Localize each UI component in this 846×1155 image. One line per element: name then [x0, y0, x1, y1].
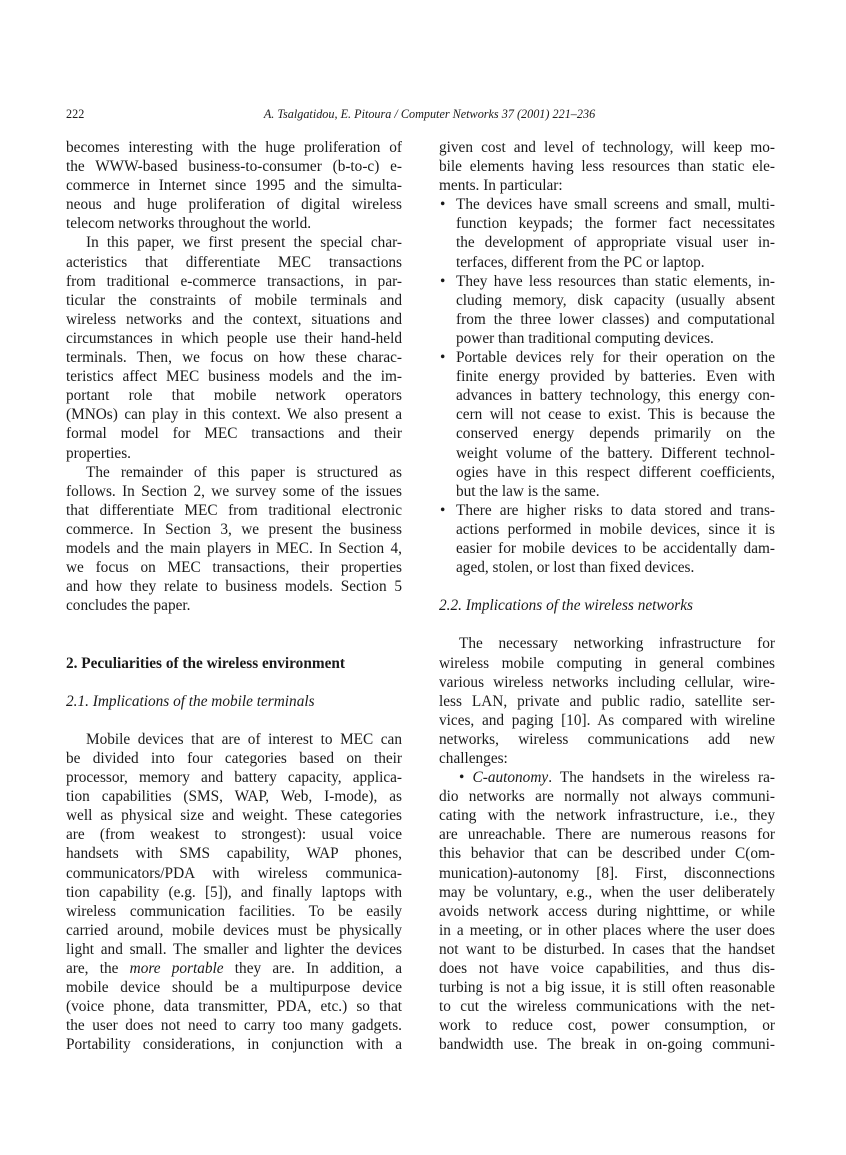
text-line: follows. In Section 2, we survey some of the issues [66, 482, 402, 500]
text-line: wireless networks and the context, situations and [66, 310, 402, 328]
text-line: cluding memory, disk capacity (usually absent [456, 291, 775, 309]
text-line: various wireless networks including cellular, wire- [439, 673, 775, 691]
text-line: may be voluntary, e.g., when the user deliberately [439, 883, 775, 901]
text-line: The devices have small screens and small, multi- [456, 196, 775, 214]
text-line: power than traditional computing devices. [456, 329, 714, 347]
text-line: bile elements having less resources than static ele- [439, 158, 775, 176]
text-line: aged, stolen, or lost than fixed devices. [456, 559, 695, 577]
text-line: cern will not cease to exist. This is because the [456, 406, 775, 424]
text-line: and how they relate to business models. Section 5 [66, 578, 402, 596]
text-line: ticular the constraints of mobile terminals and [66, 291, 402, 309]
text-line: Portable devices rely for their operation on the [456, 349, 775, 367]
text-line: function keypads; the former fact necessitates [456, 215, 775, 233]
subsection-heading: 2.2. Implications of the wireless networks [439, 597, 693, 615]
text-line: does not have voice capabilities, and thus dis- [439, 960, 775, 978]
text-line: challenges: [439, 750, 508, 767]
text-line: (MNOs) can play in this context. We also present a [66, 406, 402, 424]
text-line: conserved energy depends primarily on the [456, 425, 775, 443]
text-line: terminals. Then, we focus on how these charac- [66, 349, 402, 367]
text-line: that differentiate MEC from traditional electronic [66, 501, 402, 519]
text-line: teristics affect MEC business models and the im- [66, 368, 402, 386]
text-line [439, 768, 775, 787]
paragraph-resources-intro [439, 138, 775, 195]
text-line: finite energy provided by batteries. Even with [456, 368, 775, 386]
bullet-item-risks [439, 501, 775, 577]
text-line: tion capability (e.g. [5]), and finally laptops with [66, 883, 402, 901]
emphasis-more-portable: more portable [129, 960, 224, 978]
text-line: cating with the network infrastructure, i.e., they [439, 807, 775, 825]
text-line: They have less resources than static elements, in- [456, 272, 775, 290]
text-line [66, 959, 402, 978]
paragraph-mobile-devices [66, 730, 402, 1055]
text-line: turbing is not a big issue, it is still often reasonable [439, 979, 775, 997]
text-line: from traditional e-commerce transactions, in par- [66, 272, 402, 290]
text-line: but the law is the same. [456, 482, 600, 500]
bullet-icon: • [440, 272, 446, 290]
text-line: Mobile devices that are of interest to MEC can [86, 730, 402, 748]
text-line: be divided into four categories based on their [66, 750, 402, 767]
text-line: circumstances in which people use their hand-held [66, 329, 402, 347]
text-line: in a meeting, or in other places where the user does [439, 921, 775, 939]
text-line: The remainder of this paper is structured as [86, 463, 402, 481]
text-line: carried around, mobile devices must be physically [66, 921, 402, 939]
text-line: The necessary networking infrastructure for [459, 635, 775, 653]
text-line: light and small. The smaller and lighter the devices [66, 940, 402, 958]
text-line: telecom networks throughout the world. [66, 215, 312, 233]
text-line: Portability considerations, in conjunction with a [66, 1036, 402, 1054]
term-c-autonomy: C-autonomy [472, 769, 549, 787]
text-line: models and the main players in MEC. In Section 4, [66, 539, 402, 557]
text-line: becomes interesting with the huge proliferation of [66, 139, 402, 156]
text-line: weight volume of the battery. Different technol- [456, 444, 775, 462]
text-line: less LAN, private and public radio, satellite ser- [439, 692, 775, 710]
bullet-item-resources [439, 272, 775, 348]
text-line: work to reduce cost, power consumption, or [439, 1017, 775, 1035]
text-line: neous and huge proliferation of digital wireless [66, 196, 402, 214]
text-line: handsets with SMS capability, WAP phones, [66, 845, 402, 863]
text-line: communicators/PDA with wireless communica- [66, 864, 402, 882]
text-line: networks, wireless communications add new [439, 730, 775, 748]
text-line: actions performed in mobile devices, since it is [456, 520, 775, 538]
text-line: the development of appropriate visual user in- [456, 234, 775, 252]
bullet-item-screens [439, 195, 775, 271]
paragraph-overview [66, 233, 402, 462]
text-line: advances in battery technology, this energy con- [456, 387, 775, 405]
paragraph-structure [66, 463, 402, 616]
text-line: are unreachable. There are numerous reasons for [439, 826, 775, 844]
text-line: vices, and paging [10]. As compared with wireline [439, 711, 775, 729]
section-heading: 2. Peculiarities of the wireless environment [66, 654, 345, 672]
text-line: are (from weakest to strongest): usual voice [66, 826, 402, 844]
text-line: ments. In particular: [439, 177, 563, 195]
text-line: (voice phone, data transmitter, PDA, etc.) so that [66, 998, 402, 1016]
page-number: 222 [66, 107, 85, 121]
running-head [66, 107, 775, 123]
bullet-icon: • [440, 501, 446, 519]
text-line: portant role that mobile network operators [66, 387, 402, 405]
text-line: In this paper, we first present the special char- [86, 234, 402, 252]
text-line: bandwidth use. The break in on-going communi- [439, 1036, 775, 1054]
right-column [439, 138, 775, 1055]
text-line: the user does not need to carry too many gadgets. [66, 1017, 402, 1035]
left-column [66, 138, 402, 1055]
text-line: acteristics that differentiate MEC transactions [66, 253, 402, 271]
text-line: from the three lower classes) and computational [456, 310, 775, 328]
text-line: this behavior that can be described under C(om- [439, 845, 775, 863]
journal-citation: A. Tsalgatidou, E. Pitoura / Computer Networks 37 (2001) 221–236 [263, 107, 596, 121]
text-line: the WWW-based business-to-consumer (b-to-c) e- [66, 158, 402, 176]
paragraph-c-autonomy [439, 768, 775, 1054]
bullet-item-batteries [439, 348, 775, 501]
bullet-icon: • [459, 769, 465, 787]
text-line: formal model for MEC transactions and their [66, 425, 402, 443]
paragraph-intro-continuation [66, 138, 402, 233]
text-line: avoids network access during nighttime, or while [439, 902, 775, 920]
text-line: we focus on MEC transactions, their properties [66, 559, 402, 577]
text-line: terfaces, different from the PC or laptop. [456, 253, 705, 271]
text-line: not want to be disturbed. In cases that the handset [439, 940, 775, 958]
subsection-heading: 2.1. Implications of the mobile terminals [66, 692, 315, 710]
text-fragment: they are. In addition, a [223, 960, 403, 978]
text-line: commerce. In Section 3, we present the business [66, 520, 402, 538]
bullet-icon: • [440, 196, 446, 214]
text-line: given cost and level of technology, will keep mo- [439, 139, 775, 156]
text-line: easier for mobile devices to be accidentally dam- [456, 539, 775, 557]
text-line: mobile device should be a multipurpose device [66, 979, 402, 997]
text-line: well as physical size and weight. These categories [66, 807, 402, 825]
text-line: munication)-autonomy [8]. First, disconnections [439, 864, 775, 882]
text-fragment: are, the [66, 960, 130, 978]
text-line: processor, memory and battery capacity, applica- [66, 769, 402, 787]
text-line: dio networks are normally not always communi- [439, 788, 775, 806]
text-line: concludes the paper. [66, 597, 191, 615]
bullet-icon: • [440, 349, 446, 367]
text-fragment: . The handsets in the wireless ra- [548, 769, 775, 787]
text-line: There are higher risks to data stored and trans- [456, 501, 775, 519]
paragraph-networking [439, 634, 775, 768]
text-line: wireless mobile computing in general combines [439, 654, 775, 672]
text-line: properties. [66, 444, 131, 462]
text-line: ogies have in this respect different coefficients, [456, 463, 775, 481]
text-line: to cut the wireless communications with the net- [439, 998, 775, 1016]
text-line: wireless communication facilities. To be easily [66, 902, 402, 920]
text-line: commerce in Internet since 1995 and the simulta- [66, 177, 402, 195]
text-line: tion capabilities (SMS, WAP, Web, I-mode), as [66, 788, 402, 806]
